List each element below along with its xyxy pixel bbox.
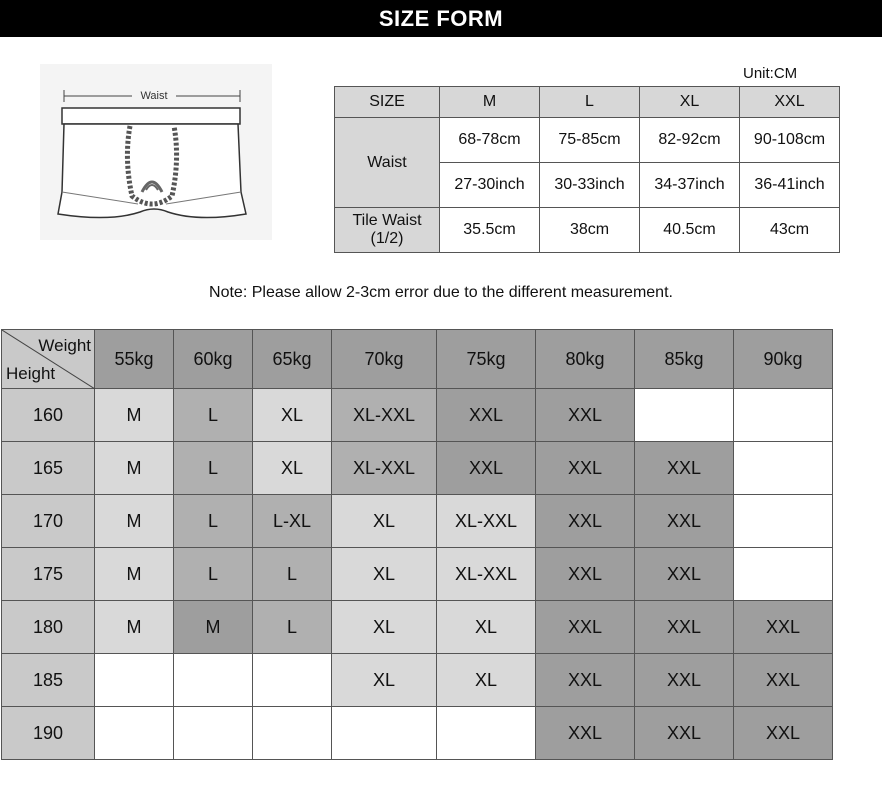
boxer-briefs-illustration xyxy=(40,64,272,240)
size-cell: XXL xyxy=(734,707,833,760)
tile-waist-cell: 38cm xyxy=(540,208,640,253)
height-row-label: 165 xyxy=(2,442,95,495)
size-cell: XL xyxy=(332,654,437,707)
size-cell: L-XL xyxy=(253,495,332,548)
size-cell: L xyxy=(174,442,253,495)
weight-header-cell: 85kg xyxy=(635,330,734,389)
waist-cm-cell: 68-78cm xyxy=(440,118,540,163)
unit-label: Unit:CM xyxy=(743,65,798,82)
waist-cm-cell: 75-85cm xyxy=(540,118,640,163)
size-cell: XXL xyxy=(536,707,635,760)
weight-header-cell: 90kg xyxy=(734,330,833,389)
size-cell: XL xyxy=(253,389,332,442)
table-row xyxy=(2,654,833,707)
size-cell: XXL xyxy=(635,654,734,707)
size-cell: XL xyxy=(253,442,332,495)
size-chart-table xyxy=(1,329,833,760)
height-row-label: 190 xyxy=(2,707,95,760)
size-cell: M xyxy=(95,601,174,654)
underwear-diagram xyxy=(40,64,272,240)
size-cell xyxy=(174,654,253,707)
size-cell xyxy=(734,389,833,442)
weight-axis-label: Weight xyxy=(38,336,91,355)
size-cell: L xyxy=(253,601,332,654)
size-cell: XXL xyxy=(635,707,734,760)
size-cell: XL-XXL xyxy=(332,442,437,495)
height-row-label: 180 xyxy=(2,601,95,654)
size-cell: XL xyxy=(332,495,437,548)
size-header-cell: M xyxy=(440,87,540,118)
size-cell: XL-XXL xyxy=(437,548,536,601)
weight-header-cell: 65kg xyxy=(253,330,332,389)
tile-waist-label xyxy=(335,208,440,253)
size-cell: XL-XXL xyxy=(437,495,536,548)
size-table xyxy=(334,86,840,253)
size-cell: M xyxy=(95,442,174,495)
weight-header-cell: 75kg xyxy=(437,330,536,389)
size-cell: XL xyxy=(437,654,536,707)
size-cell: M xyxy=(95,389,174,442)
tile-waist-cell: 43cm xyxy=(740,208,840,253)
size-cell: XXL xyxy=(536,495,635,548)
size-cell xyxy=(95,654,174,707)
size-cell: XL xyxy=(437,601,536,654)
size-cell: L xyxy=(253,548,332,601)
size-cell xyxy=(437,707,536,760)
height-row-label: 175 xyxy=(2,548,95,601)
size-cell: M xyxy=(174,601,253,654)
size-cell: XXL xyxy=(536,548,635,601)
weight-header-cell: 55kg xyxy=(95,330,174,389)
size-cell: XXL xyxy=(536,442,635,495)
size-cell xyxy=(734,548,833,601)
size-cell: XXL xyxy=(635,495,734,548)
size-cell: XXL xyxy=(734,601,833,654)
size-cell: XXL xyxy=(734,654,833,707)
size-header-cell: L xyxy=(540,87,640,118)
size-cell: M xyxy=(95,495,174,548)
size-cell: XXL xyxy=(635,442,734,495)
size-cell: XXL xyxy=(635,601,734,654)
waist-row-label: Waist xyxy=(335,118,440,208)
size-cell xyxy=(332,707,437,760)
size-cell: L xyxy=(174,495,253,548)
waist-cm-cell: 90-108cm xyxy=(740,118,840,163)
size-header-cell: XXL xyxy=(740,87,840,118)
size-cell: XXL xyxy=(635,548,734,601)
size-cell: XXL xyxy=(437,389,536,442)
size-cell xyxy=(95,707,174,760)
waist-inch-cell: 27-30inch xyxy=(440,163,540,208)
size-header-cell: SIZE xyxy=(335,87,440,118)
size-cell: XL xyxy=(332,601,437,654)
size-cell: L xyxy=(174,389,253,442)
tile-waist-cell: 35.5cm xyxy=(440,208,540,253)
size-cell xyxy=(253,654,332,707)
tile-waist-label-line2: (1/2) xyxy=(370,230,404,247)
size-cell: XL xyxy=(332,548,437,601)
size-cell xyxy=(734,495,833,548)
size-cell: XL-XXL xyxy=(332,389,437,442)
size-cell: M xyxy=(95,548,174,601)
height-row-label: 160 xyxy=(2,389,95,442)
size-cell: L xyxy=(174,548,253,601)
height-row-label: 185 xyxy=(2,654,95,707)
corner-header-cell xyxy=(2,330,95,389)
table-row xyxy=(2,442,833,495)
size-cell: XXL xyxy=(536,601,635,654)
size-cell xyxy=(734,442,833,495)
tile-waist-cell: 40.5cm xyxy=(640,208,740,253)
size-cell xyxy=(635,389,734,442)
height-axis-label: Height xyxy=(6,364,56,383)
tile-waist-label-line1: Tile Waist xyxy=(352,212,422,229)
table-row xyxy=(2,601,833,654)
table-row xyxy=(2,495,833,548)
waist-inch-cell: 30-33inch xyxy=(540,163,640,208)
weight-header-cell: 80kg xyxy=(536,330,635,389)
weight-header-cell: 70kg xyxy=(332,330,437,389)
size-cell: XXL xyxy=(536,654,635,707)
waist-measure-label: Waist xyxy=(140,90,168,102)
table-row xyxy=(2,389,833,442)
weight-header-cell: 60kg xyxy=(174,330,253,389)
waist-cm-cell: 82-92cm xyxy=(640,118,740,163)
table-row xyxy=(2,548,833,601)
waist-inch-cell: 34-37inch xyxy=(640,163,740,208)
size-header-cell: XL xyxy=(640,87,740,118)
measurement-note: Note: Please allow 2-3cm error due to the different measurement. xyxy=(209,284,673,301)
size-cell: XXL xyxy=(437,442,536,495)
height-row-label: 170 xyxy=(2,495,95,548)
size-cell: XXL xyxy=(536,389,635,442)
size-cell xyxy=(253,707,332,760)
waist-inch-cell: 36-41inch xyxy=(740,163,840,208)
size-cell xyxy=(174,707,253,760)
table-row xyxy=(2,707,833,760)
page-title: SIZE FORM xyxy=(0,0,882,37)
